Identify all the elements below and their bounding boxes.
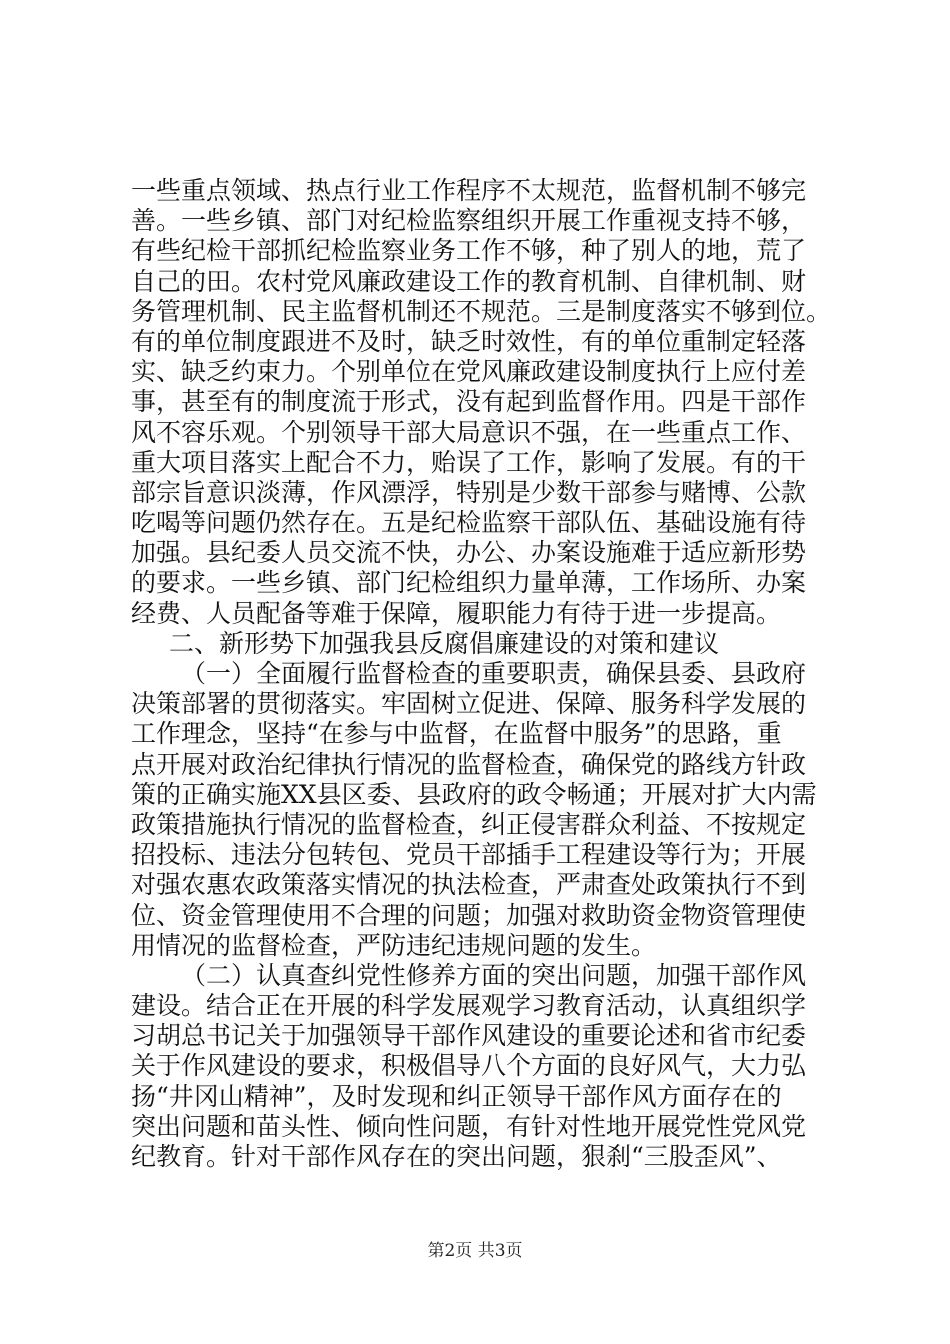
text-line: 突出问题和苗头性、倾向性问题，有针对性地开展党性党风党 xyxy=(131,1111,807,1141)
page-number-footer: 第2页 共3页 xyxy=(427,1241,523,1261)
text-line: 有的单位制度跟进不及时，缺乏时效性，有的单位重制定轻落 xyxy=(131,326,807,356)
text-line: 有些纪检干部抓纪检监察业务工作不够，种了别人的地，荒了 xyxy=(131,236,807,266)
text-line: 策的正确实施XX县区委、县政府的政令畅通；开展对扩大内需 xyxy=(131,779,817,809)
text-line: 扬“井冈山精神”，及时发现和纠正领导干部作风方面存在的 xyxy=(131,1081,782,1111)
text-line: 自己的田。农村党风廉政建设工作的教育机制、自律机制、财 xyxy=(131,266,807,296)
text-line: 点开展对政治纪律执行情况的监督检查，确保党的路线方针政 xyxy=(131,749,807,779)
text-line: 吃喝等问题仍然存在。五是纪检监察干部队伍、基础设施有待 xyxy=(131,508,807,538)
text-line: 工作理念，坚持“在参与中监督，在监督中服务”的思路，重 xyxy=(131,719,782,749)
paragraph-start-line: （二）认真查纠党性修养方面的突出问题，加强干部作风 xyxy=(181,960,807,990)
text-line: 事，甚至有的制度流于形式，没有起到监督作用。四是干部作 xyxy=(131,387,807,417)
text-line: 的要求。一些乡镇、部门纪检组织力量单薄，工作场所、办案 xyxy=(131,568,807,598)
text-line: 经费、人员配备等难于保障，履职能力有待于进一步提高。 xyxy=(131,598,782,628)
text-line: 决策部署的贯彻落实。牢固树立促进、保障、服务科学发展的 xyxy=(131,689,807,719)
text-line: 习胡总书记关于加强领导干部作风建设的重要论述和省市纪委 xyxy=(131,1021,807,1051)
text-line: 建设。结合正在开展的科学发展观学习教育活动，认真组织学 xyxy=(131,991,807,1021)
text-line: 加强。县纪委人员交流不快，办公、办案设施难于适应新形势 xyxy=(131,538,807,568)
body-text xyxy=(131,176,861,1172)
text-line: 位、资金管理使用不合理的问题；加强对救助资金物资管理使 xyxy=(131,900,807,930)
text-line: 用情况的监督检查，严防违纪违规问题的发生。 xyxy=(131,930,657,960)
text-line: 一些重点领域、热点行业工作程序不太规范，监督机制不够完 xyxy=(131,176,807,205)
text-line: 实、缺乏约束力。个别单位在党风廉政建设制度执行上应付差 xyxy=(131,357,807,387)
text-line: 招投标、违法分包转包、党员干部插手工程建设等行为；开展 xyxy=(131,840,807,870)
text-line: 纪教育。针对干部作风存在的突出问题，狠刹“三股歪风”、 xyxy=(131,1142,782,1171)
text-line: 政策措施执行情况的监督检查，纠正侵害群众利益、不按规定 xyxy=(131,809,807,839)
text-line: 善。一些乡镇、部门对纪检监察组织开展工作重视支持不够， xyxy=(131,206,807,236)
paragraph-start-line: （一）全面履行监督检查的重要职责，确保县委、县政府 xyxy=(181,659,807,688)
text-line: 务管理机制、民主监督机制还不规范。三是制度落实不够到位。 xyxy=(131,296,832,326)
text-line: 关于作风建设的要求，积极倡导八个方面的良好风气，大力弘 xyxy=(131,1051,807,1081)
text-line: 重大项目落实上配合不力，贻误了工作，影响了发展。有的干 xyxy=(131,447,807,477)
section-heading: 二、新形势下加强我县反腐倡廉建设的对策和建议 xyxy=(169,628,720,658)
text-line: 风不容乐观。个别领导干部大局意识不强，在一些重点工作、 xyxy=(131,417,807,447)
text-line: 部宗旨意识淡薄，作风漂浮，特别是少数干部参与赌博、公款 xyxy=(131,477,807,507)
text-line: 对强农惠农政策落实情况的执法检查，严肃查处政策执行不到 xyxy=(131,870,807,900)
